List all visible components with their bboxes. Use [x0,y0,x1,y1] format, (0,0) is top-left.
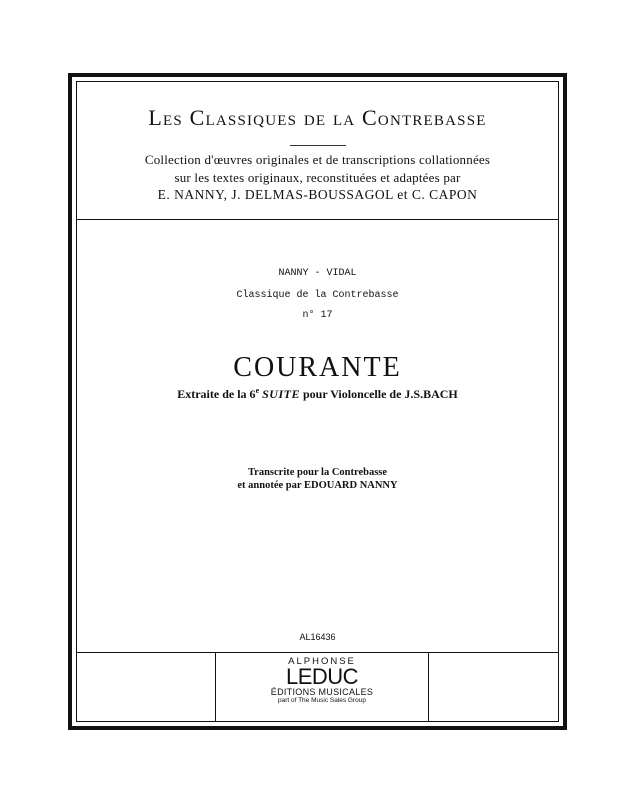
work-subtitle [76,386,559,402]
publisher-group: part of The Music Sales Group [277,697,367,704]
transcription-line-1: Transcrite pour la Contrebasse [247,467,388,478]
publisher-name: LEDUC [285,664,359,689]
publisher-sub: ÉDITIONS MUSICALES [270,687,374,697]
collection-line-2: sur les textes originaux, reconstituées et adaptées par [174,170,461,185]
authors: NANNY - VIDAL [278,268,357,279]
collection-line-1: Collection d'œuvres originales et de transcriptions collationnées [144,152,491,167]
subtitle-prefix: Extraite de la 6 [177,387,256,401]
work-title: COURANTE [233,352,402,383]
subtitle-suffix: pour Violoncelle de J.S.BACH [299,387,458,401]
publisher-top: ALPHONSE [288,656,356,667]
series-name: Classique de la Contrebasse [236,290,399,301]
footer-right-divider [428,652,429,722]
subtitle-superscript: e [255,386,260,395]
series-title: Les Classiques de la Contrebasse [148,105,487,130]
subtitle-suite: SUITE [262,387,300,401]
publisher-logo [216,656,428,705]
title-divider [290,145,346,146]
catalog-number: AL16436 [299,632,336,642]
series-number: n° 17 [302,310,333,321]
transcription-line-2: et annotée par EDOUARD NANNY [237,480,398,491]
header-divider [76,219,559,220]
footer-divider [76,652,559,653]
editors: E. NANNY, J. DELMAS-BOUSSAGOL et C. CAPON [157,187,478,202]
